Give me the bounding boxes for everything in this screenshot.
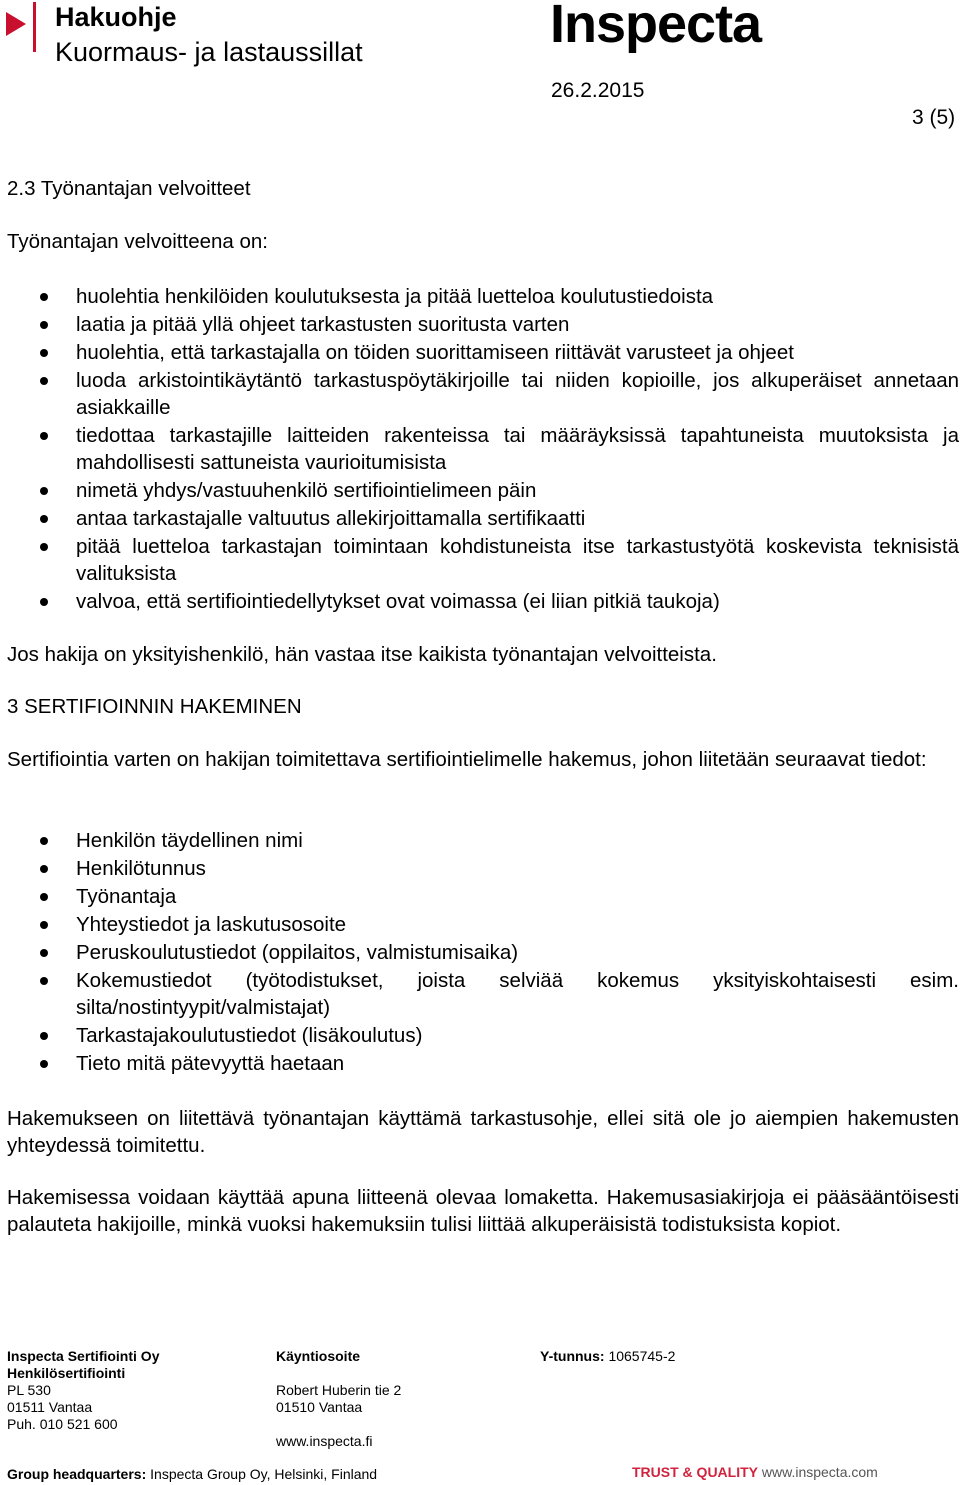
- list-item: pitää luetteloa tarkastajan toimintaan kohdistuneista itse tarkastustyötä koskevista teknisistä valituksista: [0, 533, 959, 587]
- group-website-link[interactable]: www.inspecta.com: [761, 1464, 878, 1480]
- footer-business-id: [540, 1348, 675, 1365]
- bullet-icon: [40, 487, 48, 495]
- footer-visit-address: [276, 1348, 401, 1450]
- company-unit: Henkilösertifiointi: [7, 1365, 126, 1381]
- header-accent-mark: [6, 2, 36, 52]
- bullet-icon: [40, 893, 48, 901]
- visit-postal: 01510 Vantaa: [276, 1399, 363, 1415]
- private-applicant-note: Jos hakija on yksityishenkilö, hän vastaa itse kaikista työnantajan velvoitteista.: [7, 643, 717, 666]
- section-intro: Työnantajan velvoitteena on:: [7, 230, 268, 253]
- document-subtitle: Kuormaus- ja lastaussillat: [55, 37, 363, 67]
- bullet-icon: [40, 432, 48, 440]
- page-number: 3 (5): [912, 106, 956, 129]
- document-title: Hakuohje: [55, 2, 177, 32]
- bullet-icon: [40, 598, 48, 606]
- list-item: nimetä yhdys/vastuuhenkilö sertifiointielimeen päin: [0, 477, 959, 504]
- hq-value: Inspecta Group Oy, Helsinki, Finland: [150, 1466, 378, 1482]
- trust-quality-slogan: TRUST & QUALITY: [632, 1464, 758, 1480]
- bullet-icon: [40, 377, 48, 385]
- list-item: Kokemustiedot (työtodistukset, joista selviää kokemus yksityiskohtaisesti esim. silta/nostintyypit/valmistajat): [0, 967, 959, 1021]
- list-item: Peruskoulutustiedot (oppilaitos, valmistumisaika): [0, 939, 959, 966]
- list-item: Työnantaja: [0, 883, 959, 910]
- bullet-icon: [40, 921, 48, 929]
- inspecta-logo: Inspecta: [550, 0, 762, 54]
- list-item: Henkilön täydellinen nimi: [0, 827, 959, 854]
- ytunnus-value: 1065745-2: [608, 1348, 676, 1364]
- visit-label: Käyntiosoite: [276, 1348, 361, 1364]
- list-item: antaa tarkastajalle valtuutus allekirjoittamalla sertifikaatti: [0, 505, 959, 532]
- section-heading-2-3: 2.3 Työnantajan velvoitteet: [7, 177, 251, 200]
- postal-address: 01511 Vantaa: [7, 1399, 93, 1415]
- bullet-icon: [40, 515, 48, 523]
- website-link[interactable]: www.inspecta.fi: [276, 1433, 373, 1449]
- visit-street: Robert Huberin tie 2: [276, 1382, 402, 1398]
- bullet-icon: [40, 977, 48, 985]
- list-item: laatia ja pitää yllä ohjeet tarkastusten suoritusta varten: [0, 311, 959, 338]
- bullet-icon: [40, 837, 48, 845]
- application-requirements-list: [0, 827, 959, 1078]
- list-item: luoda arkistointikäytäntö tarkastuspöytäkirjoille tai niiden kopioille, jos alkuperäiset annetaan asiakkaille: [0, 367, 959, 421]
- employer-obligations-list: [0, 283, 959, 616]
- company-name: Inspecta Sertifiointi Oy: [7, 1348, 160, 1364]
- list-item: huolehtia henkilöiden koulutuksesta ja pitää luetteloa koulutustiedoista: [0, 283, 959, 310]
- ytunnus-label: Y-tunnus:: [540, 1348, 605, 1364]
- list-item: Tieto mitä pätevyyttä haetaan: [0, 1050, 959, 1077]
- bullet-icon: [40, 543, 48, 551]
- bullet-icon: [40, 293, 48, 301]
- footer-company: [7, 1348, 159, 1433]
- bullet-icon: [40, 349, 48, 357]
- footer-headquarters: [7, 1466, 377, 1483]
- list-item: tiedottaa tarkastajille laitteiden rakenteissa tai määräyksissä tapahtuneista muutoksista ja mahdollisesti sattuneista vaurioitumisista: [0, 422, 959, 476]
- bullet-icon: [40, 321, 48, 329]
- bullet-icon: [40, 1060, 48, 1068]
- hq-label: Group headquarters:: [7, 1466, 147, 1482]
- list-item: valvoa, että sertifiointiedellytykset ovat voimassa (ei liian pitkiä taukoja): [0, 588, 959, 615]
- document-date: 26.2.2015: [551, 79, 645, 102]
- bullet-icon: [40, 949, 48, 957]
- po-box: PL 530: [7, 1382, 51, 1398]
- bullet-icon: [40, 1032, 48, 1040]
- section-heading-3: 3 SERTIFIOINNIN HAKEMINEN: [7, 695, 302, 718]
- list-item: Tarkastajakoulutustiedot (lisäkoulutus): [0, 1022, 959, 1049]
- section-3-intro: Sertifiointia varten on hakijan toimitettava sertifiointielimelle hakemus, johon liitetään seuraavat tiedot:: [7, 748, 927, 771]
- list-item: huolehtia, että tarkastajalla on töiden suorittamiseen riittävät varusteet ja ohjeet: [0, 339, 959, 366]
- footer-trust-quality: [632, 1464, 878, 1481]
- form-paragraph: Hakemisessa voidaan käyttää apuna liitteenä olevaa lomaketta. Hakemusasiakirjoja ei pääsääntöisesti palauteta hakijoille, minkä vuoksi hakemuksiin tulisi liittää alkuperäisistä todistuksista kopiot.: [7, 1186, 959, 1236]
- bullet-icon: [40, 865, 48, 873]
- phone-number: Puh. 010 521 600: [7, 1416, 118, 1432]
- list-item: Henkilötunnus: [0, 855, 959, 882]
- list-item: Yhteystiedot ja laskutusosoite: [0, 911, 959, 938]
- attachment-paragraph: Hakemukseen on liitettävä työnantajan käyttämä tarkastusohje, ellei sitä ole jo aiempien hakemusten yhteydessä toimitettu.: [7, 1107, 959, 1157]
